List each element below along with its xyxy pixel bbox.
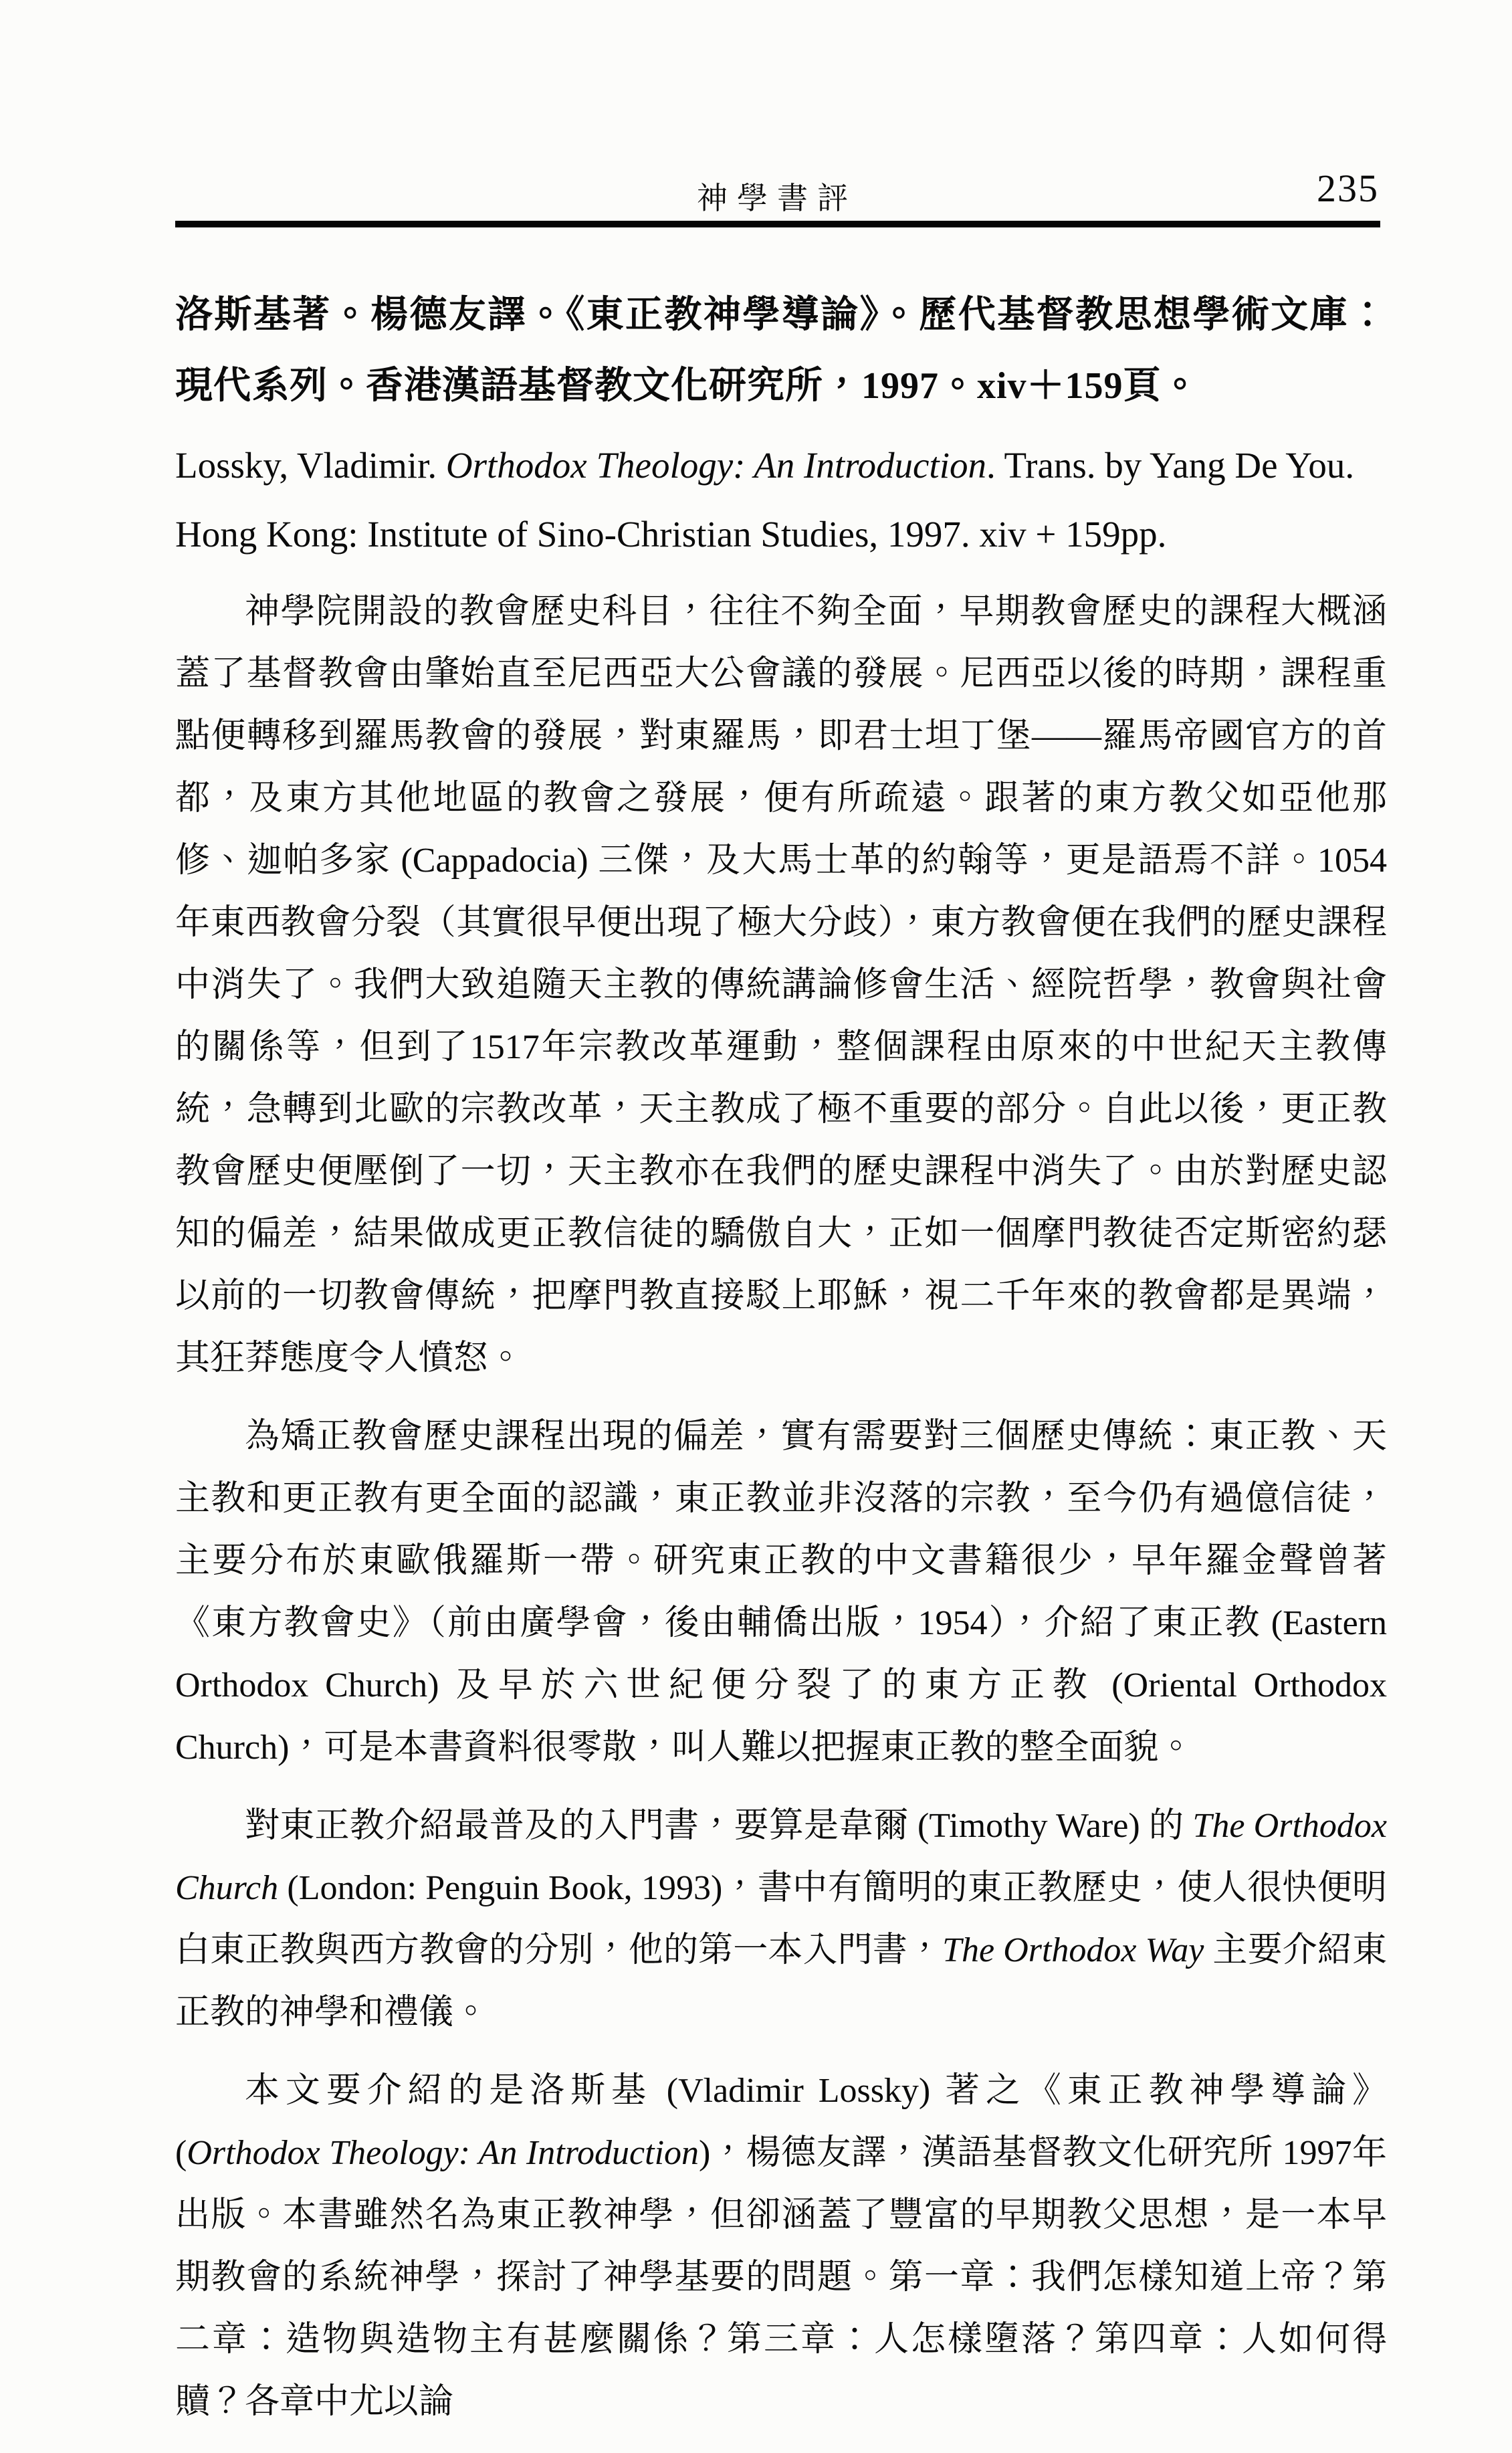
paragraph-1: 神學院開設的教會歷史科目，往往不夠全面，早期教會歷史的課程大概涵蓋了基督教會由肇始直至尼西亞大公會議的發展。尼西亞以後的時期，課程重點便轉移到羅馬教會的發展，對東羅馬，即君士坦丁堡——羅馬帝國官方的首都，及東方其他地區的教會之發展，便有所疏遠。跟著的東方教父如亞他那修、迦帕多家 (Cappadocia) 三傑，及大馬士革的約翰等，更是語焉不詳。1054年東西教會分裂（其實很早便出現了極大分歧），東方教會便在我們的歷史課程中消失了。我們大致追隨天主教的傳統講論修會生活、經院哲學，教會與社會的關係等，但到了1517年宗教改革運動，整個課程由原來的中世紀天主教傳統，急轉到北歐的宗教改革，天主教成了極不重要的部分。自此以後，更正教教會歷史便壓倒了一切，天主教亦在我們的歷史課程中消失了。由於對歷史認知的偏差，結果做成更正教信徒的驕傲自大，正如一個摩門教徒否定斯密約瑟以前的一切教會傳統，把摩門教直接駁上耶穌，視二千年來的教會都是異端，其狂莽態度令人憤怒。 <box>175 593 1387 1377</box>
p4-text-segment: )，楊德友譯，漢語基督教文化研究所 1997年出版。本書雖然名為東正教神學，但卻涵蓋了豐富的早期教父思想，是一本早期教會的系統神學，探討了神學基要的問題。第一章：我們怎樣知道上帝？第二章：造物與造物主有甚麼關係？第三章：人怎樣墮落？第四章：人如何得贖？各章中尤以論 <box>175 2134 1387 2421</box>
bibliography-entry <box>175 280 1387 569</box>
p4-text-segment: 本文要介紹的是洛斯基 (Vladimir Lossky) 著之《東正教神學導論》( <box>175 2072 1387 2172</box>
bib-en-book-title: Orthodox Theology: An Introduction <box>445 445 986 486</box>
review-body <box>175 581 1387 2449</box>
p3-text-segment: (London: Penguin Book, 1993)，書中有簡明的東正教歷史，使人很快便明白東正教與西方教會的分別，他的第一本入門書， <box>175 1869 1387 1969</box>
bib-en-publication-info: . Trans. by Yang De You. Hong Kong: Institute of Sino-Christian Studies, 1997. xiv + 159pp. <box>175 445 1355 555</box>
paragraph-3 <box>175 1795 1387 2044</box>
bib-en-author: Lossky, Vladimir. <box>175 445 446 486</box>
p3-book-title-orthodox-church: The Orthodox Church <box>175 1807 1387 1907</box>
p3-text-segment: 主要介紹東正教的神學和禮儀。 <box>175 1931 1387 2032</box>
paragraph-2: 為矯正教會歷史課程出現的偏差，實有需要對三個歷史傳統：東正教、天主教和更正教有更全面的認識，東正教並非沒落的宗教，至今仍有過億信徒，主要分布於東歐俄羅斯一帶。研究東正教的中文書籍很少，早年羅金聲曾著《東方教會史》（前由廣學會，後由輔僑出版，1954），介紹了東正教 (Eastern Orthodox Church) 及早於六世紀便分裂了的東方正教 (Oriental Orthodox Church)，可是本書資料很零散，叫人難以把握東正教的整全面貌。 <box>175 1417 1387 1767</box>
page-header <box>175 166 1379 222</box>
bibliography-english-citation <box>175 431 1387 569</box>
bibliography-chinese-citation: 洛斯基著。楊德友譯。《東正教神學導論》。歷代基督教思想學術文庫：現代系列。香港漢語基督教文化研究所，1997。xiv＋159頁。 <box>175 294 1387 407</box>
paragraph-4 <box>175 2060 1387 2433</box>
p4-book-title-orthodox-theology: Orthodox Theology: An Introduction <box>187 2134 699 2172</box>
header-rule-divider <box>175 221 1380 227</box>
p3-text-segment: 對東正教介紹最普及的入門書，要算是韋爾 (Timothy Ware) 的 <box>245 1807 1193 1845</box>
p3-book-title-orthodox-way: The Orthodox Way <box>942 1931 1204 1969</box>
running-title: 神學書評 <box>697 181 857 215</box>
page-number: 235 <box>1317 167 1379 210</box>
